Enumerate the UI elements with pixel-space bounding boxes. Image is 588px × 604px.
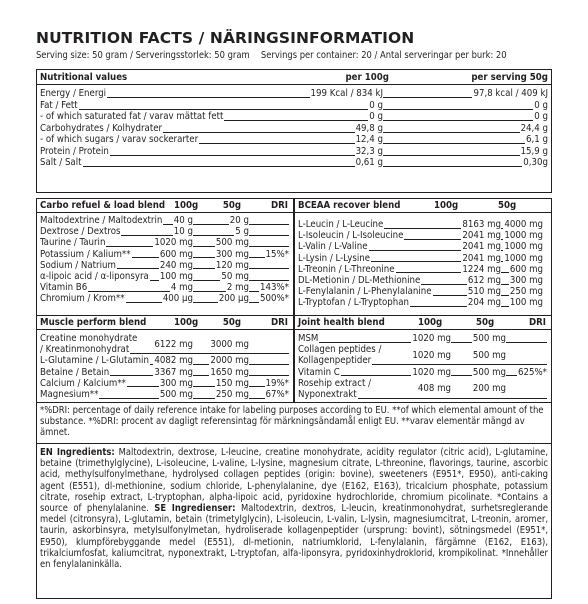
carbo-col-dri: DRI [270,200,288,211]
bcaa-blend-row [295,253,551,264]
bcaa-col-50g: 50g [498,200,517,211]
ingredient-label: Betaine / Betain [40,366,110,378]
bcaa-rows [295,213,551,309]
muscle-blend-row [37,367,293,378]
joint-blend-row [295,344,551,366]
ingredient-label: Potassium / Kalium** [40,248,131,260]
amount-50g: 300 mg [509,274,543,286]
amount-50g: 200 μg [218,293,249,305]
amount-100g: 300 mg [159,377,193,389]
carbo-blend-row [37,282,293,293]
nutrition-row [37,146,551,158]
nutrition-table [36,69,552,193]
amount-50g: 300 mg [215,248,249,260]
nutrition-row [37,123,551,135]
ingredient-label: L-Fenylalanin / L-Phenylalanine [298,286,432,298]
nutrition-table-header [37,70,551,85]
carbo-col-100g: 100g [174,200,199,211]
ingredients-paragraph [40,447,548,570]
muscle-col-50g: 50g [222,317,242,328]
joint-rows [295,330,551,400]
nutrient-label: Fat / Fett [40,99,78,111]
page-title: NUTRITION FACTS / NÄRINGSINFORMATION [36,29,415,47]
dri-percent: 15%* [265,248,289,260]
bcaa-blend-row [295,241,551,252]
amount-100g: 8163 mg [462,219,501,230]
header-per-100g: per 100g [345,71,389,83]
footnote-en: *%DRI: percentage of daily reference intake for labeling purposes according to EU. **of which elemental amount of the substance. [40,405,544,428]
nutrient-label: Salt / Salt [40,157,82,168]
amount-50g: 2 mg [226,282,249,294]
header-nutritional-values: Nutritional values [40,71,128,83]
ingredient-label-line2: Nyponextrakt [298,388,357,400]
amount-100g: 1020 mg [412,333,451,344]
ingredient-label: Sodium / Natrium [40,259,116,271]
ingredient-label: α-lipoic acid / α-liponsyra [40,270,149,282]
joint-blend-row [295,333,551,344]
amount-100g: 100 mg [159,270,193,282]
amount-100g: 2041 mg [462,252,501,264]
ingredients-en-label: EN Ingredients: [40,447,115,458]
joint-blend-row [295,367,551,378]
ingredient-label: Maltodextrine / Maltodextrin [40,215,163,226]
nutrition-row [37,111,551,123]
muscle-blend-row [37,389,293,400]
header-per-serving: per serving 50g [471,71,548,83]
bcaa-col-100g: 100g [434,200,459,211]
amount-50g: 600 mg [509,263,543,275]
amount-50g: 1000 mg [504,252,543,264]
amount-50g: 250 mg [215,388,249,400]
nutrient-label: - of which saturated fat / varav mättat fett [40,111,224,122]
bcaa-blend-row [295,286,551,297]
nutrient-per-serving: 0 g [534,99,548,111]
amount-100g: 1020 mg [154,237,193,249]
nutrient-per-serving: 24,4 g [520,122,548,134]
muscle-blend-table [36,315,294,403]
footnote-se: *%DRI: procent av dagligt referensintag för märkningsändamål enligt EU. **varav elementär mängd av ämnet. [40,416,525,439]
amount-50g: 1000 mg [504,241,543,253]
leader-line [40,109,548,110]
bcaa-blend-row [295,230,551,241]
bcaa-blend-title: BCEAA recover blend [298,200,401,211]
dri-percent: 19%* [265,377,289,389]
nutrient-per-serving: 0,30g [523,157,548,168]
nutrient-per-serving: 6,1 g [526,134,548,145]
nutrient-per-100g: 0 g [369,99,383,111]
amount-50g: 1650 mg [210,366,249,378]
nutrient-per-100g: 32,3 g [355,145,383,157]
nutrient-label: Carbohydrates / Kolhydrater [40,122,163,134]
amount-50g: 500 mg [215,237,249,249]
bcaa-blend-header [295,199,551,213]
ingredients-se-text: Maltodextrin, dextros, L-leucin, kreatinmonohydrat, surhetsreglerande medel (citronsyra), L-glutamin, betain (trimetylglycin), L-isoleucin, L-valin, L-lysin, magnesiumcitrat, L-treonin, aromer, taurin, askorbinsyra, metylsulfonylmetan, hydroliserade kollagenpeptider (ursprung: bovint), sötningsmedel (E951*, E950), klumpförebyggande medel (E551), dl-metionin, natriumklorid, L-fenylalanin, färgämne (E162, E163), trikalciumfosfat, kaliumcitrat, nyponextrakt, L-tryptofan, alfa-liponsyra, pyridoxinhydroklorid, krompikolinat. *Innehåller en fenylalaninkälla. [40,503,548,571]
ingredients-en-text: Maltodextrin, dextrose, L-leucine, creatine monohydrate, acidity regulator (citric acid), L-glutamine, betaine (trimethylglycine), L-isoleucine, L-valine, L-lysine, magnesium citrate, L-threonine, flavorings, taurine, ascorbic acid, methylsulfonylmethane, hydrolysed collagen peptides (origin: bovine), sweeteners (E951*, E950), anti-caking agent (E551), dl-methionine, sodium chloride, L-phenylalanine, dye (E162, E163), tricalcium phosphate, potassium citrate, rosehip extract, L-tryptophan, alpha-lipoic acid, pyridoxine hydrochloride, chromium picolinate. *Contains a source of phenylalanine. [40,447,549,515]
ingredient-label: Vitamin C [298,366,340,378]
joint-blend-header [295,316,551,330]
ingredients-box [36,443,552,599]
amount-100g: 500 mg [159,388,193,400]
ingredient-label: Taurine / Taurin [40,237,106,249]
amount-100g: 1020 mg [412,349,451,361]
amount-100g: 40 g [173,215,193,226]
leader-line [40,166,548,167]
leader-line [40,155,548,156]
amount-100g: 2041 mg [462,230,501,242]
carbo-rows [37,213,293,305]
carbo-blend-row [37,249,293,260]
ingredient-label: Chromium / Krom** [40,293,125,305]
bcaa-blend-row [295,275,551,286]
ingredient-label: DL-Metionin / DL-Methionine [298,274,421,286]
nutrition-label [36,28,552,571]
ingredient-label: L-Treonin / L-Threonine [298,263,395,275]
ingredient-label: Calcium / Kalcium** [40,377,126,389]
nutrient-per-serving: 0 g [534,111,548,122]
ingredient-label: MSM [298,333,319,344]
dri-percent: 500%* [260,293,289,305]
amount-50g: 100 mg [509,297,543,309]
nutrient-per-100g: 12,4 g [355,134,383,145]
nutrient-per-100g: 49,8 g [355,122,383,134]
muscle-blend-header [37,316,293,330]
amount-100g: 600 mg [159,248,193,260]
ingredient-label: Creatine monohydrate [40,333,138,344]
amount-100g: 510 mg [467,286,501,298]
amount-100g: 408 mg [417,383,451,395]
amount-100g: 612 mg [467,274,501,286]
carbo-blend-row [37,226,293,237]
dri-percent: 625%* [518,366,547,378]
nutrition-row [37,100,551,112]
bcaa-blend-row [295,297,551,308]
amount-50g: 500 mg [472,333,506,344]
amount-100g: 400 μg [162,293,193,305]
joint-blend-title: Joint health blend [298,317,385,328]
ingredient-label: Vitamin B6 [40,282,88,294]
amount-50g: 20 g [229,215,249,226]
amount-50g: 1000 mg [504,230,543,242]
nutrition-row [37,88,551,100]
serving-info [36,48,552,63]
amount-50g: 250 mg [509,286,543,298]
nutrient-label: Energy / Energi [40,88,107,99]
amount-100g: 4082 mg [154,355,193,367]
amount-50g: 50 mg [221,270,249,282]
carbo-blend-row [37,271,293,282]
joint-col-dri: DRI [528,317,546,328]
carbo-blend-header [37,199,293,213]
amount-50g: 5 g [235,226,249,238]
nutrient-per-100g: 0 g [369,111,383,122]
muscle-blend-row [37,333,293,355]
amount-100g: 1224 mg [462,263,501,275]
nutrient-label: Protein / Protein [40,145,109,157]
joint-blend-row [295,378,551,400]
ingredient-label: Rosehip extract / [298,377,371,389]
ingredient-label: L-Lysin / L-Lysine [298,252,371,264]
muscle-blend-row [37,378,293,389]
amount-100g: 240 mg [159,259,193,271]
nutrient-per-100g: 199 Kcal / 834 kJ [310,88,383,99]
bcaa-blend-table [294,198,552,316]
carbo-blend-title: Carbo refuel & load blend [40,200,166,211]
dri-percent: 143%* [260,282,289,294]
ingredient-label: Collagen peptides / [298,344,382,356]
amount-50g: 3000 mg [210,338,249,350]
nutrient-per-100g: 0,61 g [355,157,383,168]
carbo-blend-row [37,215,293,226]
ingredient-label: Magnesium** [40,388,99,400]
servings-per-container: Servings per container: 20 / Antal serveringar per burk: 20 [260,50,507,61]
amount-50g: 120 mg [215,259,249,271]
muscle-col-100g: 100g [174,317,199,328]
ingredient-label: L-Leucin / L-Leucine [298,219,384,230]
ingredient-label-line2: Kollagenpeptider [298,355,372,367]
ingredient-label: Dextrose / Dextros [40,226,121,238]
bcaa-blend-row [295,264,551,275]
joint-col-100g: 100g [418,317,443,328]
amount-100g: 1020 mg [412,366,451,378]
nutrition-row [37,134,551,146]
muscle-blend-title: Muscle perform blend [40,317,147,328]
amount-100g: 204 mg [467,297,501,309]
ingredients-se-label: SE Ingredienser: [154,503,236,515]
ingredient-label: L-Tryptofan / L-Tryptophan [298,297,409,309]
amount-50g: 500 mg [472,349,506,361]
carbo-blend-row [37,237,293,248]
amount-50g: 150 mg [215,377,249,389]
amount-100g: 3367 mg [154,366,193,378]
nutrient-per-serving: 97,8 kcal / 409 kJ [473,88,548,99]
dri-percent: 67%* [265,388,289,400]
nutrient-label: - of which sugars / varav sockerarter [40,134,199,145]
ingredient-label: L-Valin / L-Valine [298,241,368,253]
joint-blend-table [294,315,552,403]
muscle-rows [37,330,293,400]
amount-50g: 2000 mg [210,355,249,367]
nutrition-row [37,157,551,169]
amount-100g: 4 mg [170,282,193,294]
amount-100g: 10 g [173,226,193,238]
amount-100g: 6122 mg [154,338,193,350]
joint-col-50g: 50g [476,317,495,328]
bcaa-blend-row [295,219,551,230]
nutrient-per-serving: 15,9 g [520,145,548,157]
amount-50g: 200 mg [472,383,506,395]
ingredient-label: L-Glutamine / L-Glutamin [40,355,149,367]
carbo-blend-row [37,260,293,271]
dri-footnote [36,403,552,443]
carbo-blend-row [37,293,293,304]
ingredient-label: L-Isoleucin / L-Isoleucine [298,230,404,242]
amount-100g: 2041 mg [462,241,501,253]
amount-50g: 4000 mg [504,219,543,230]
carbo-blend-table [36,198,294,316]
muscle-blend-row [37,355,293,366]
serving-size: Serving size: 50 gram / Serveringsstorlek: 50 gram [36,50,250,61]
ingredient-label-line2: / Kreatinmonohydrat [40,344,130,356]
amount-50g: 500 mg [472,366,506,378]
muscle-col-dri: DRI [270,317,288,328]
carbo-col-50g: 50g [222,200,242,211]
